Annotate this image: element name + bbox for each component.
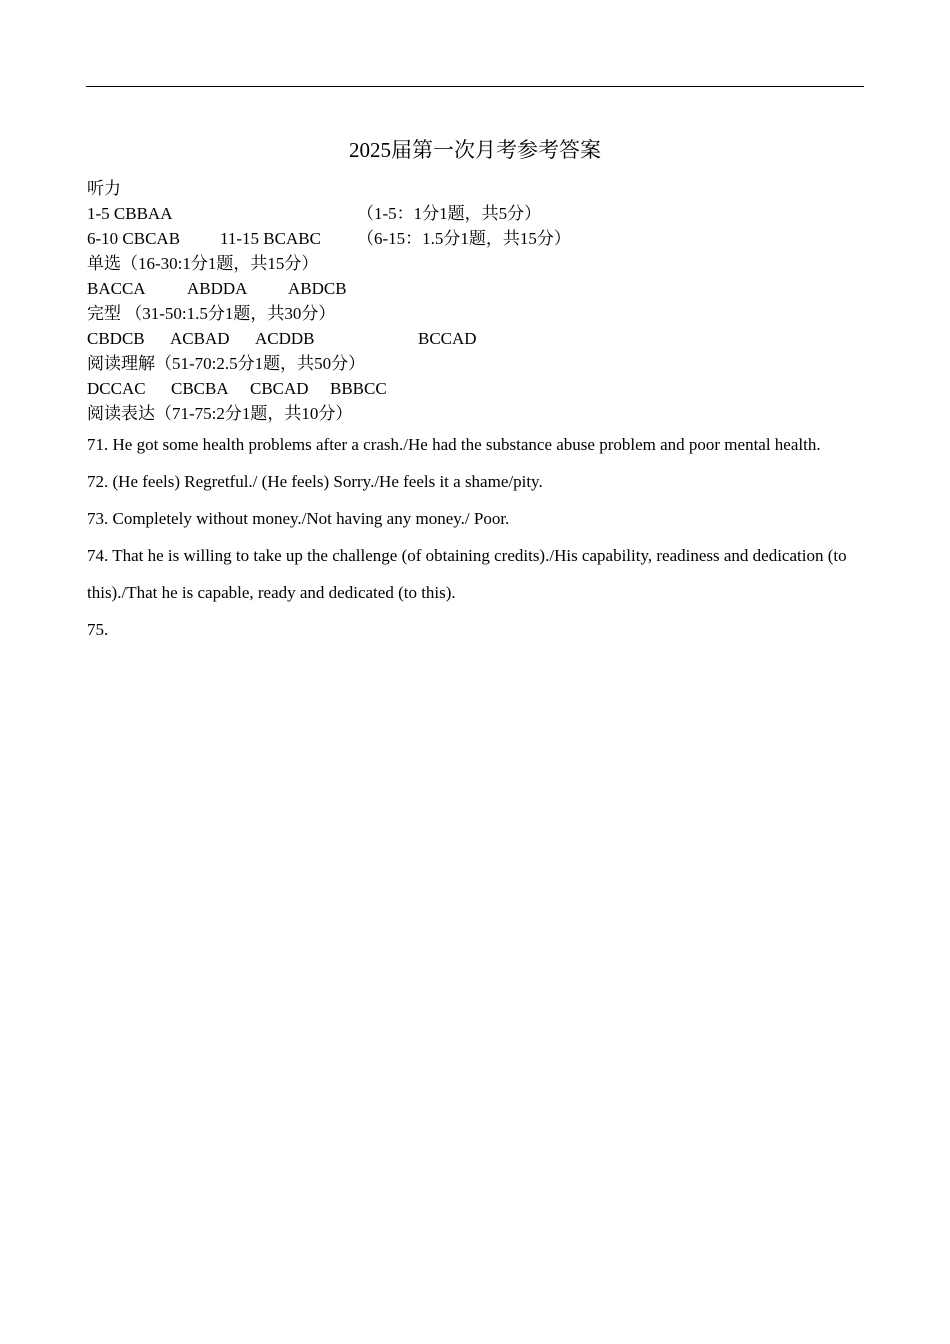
single-choice-heading: 单选（16-30:1分1题，共15分） (87, 254, 319, 273)
single-choice-group: ABDDA (187, 279, 248, 298)
cloze-group: ACBAD (170, 329, 230, 348)
answer-72: 72. (He feels) Regretful./ (He feels) Sorry./He feels it a shame/pity. (87, 472, 543, 491)
reading-heading: 阅读理解（51-70:2.5分1题，共50分） (87, 354, 366, 373)
reading-group: CBCAD (250, 379, 309, 398)
header-rule (86, 86, 864, 87)
listening-answers-1-5: 1-5 CBBAA (87, 204, 173, 223)
cloze-heading: 完型 （31-50:1.5分1题，共30分） (87, 304, 336, 323)
reading-expression-heading: 阅读表达（71-75:2分1题，共10分） (87, 404, 353, 423)
page-title: 2025届第一次月考参考答案 (349, 138, 601, 162)
listening-row-2 (87, 226, 867, 251)
listening-heading: 听力 (87, 179, 121, 198)
single-choice-group: ABDCB (288, 279, 347, 298)
single-choice-answers (87, 276, 867, 301)
reading-group: BBBCC (330, 379, 387, 398)
listening-answers-6-10: 6-10 CBCAB (87, 229, 181, 248)
answer-content (87, 176, 867, 648)
cloze-group: CBDCB (87, 329, 145, 348)
listening-scoring-1-5: （1-5：1分1题，共5分） (357, 204, 542, 223)
cloze-answers (87, 326, 867, 351)
listening-row-1 (87, 201, 867, 226)
single-choice-group: BACCA (87, 279, 146, 298)
answer-71: 71. He got some health problems after a crash./He had the substance abuse problem and poor mental health. (87, 435, 821, 454)
answer-74: 74. That he is willing to take up the challenge (of obtaining credits)./His capability, readiness and dedication (to this)./That he is capable, ready and dedicated (to this). (87, 546, 847, 602)
reading-group: CBCBA (171, 379, 229, 398)
answer-73: 73. Completely without money./Not having any money./ Poor. (87, 509, 510, 528)
answer-75: 75. (87, 620, 109, 639)
cloze-group: ACDDB (255, 329, 315, 348)
listening-scoring-6-15: （6-15：1.5分1题，共15分） (357, 229, 571, 248)
listening-answers-11-15: 11-15 BCABC (220, 229, 321, 248)
reading-group: DCCAC (87, 379, 146, 398)
reading-answers (87, 376, 867, 401)
cloze-group: BCCAD (418, 329, 477, 348)
